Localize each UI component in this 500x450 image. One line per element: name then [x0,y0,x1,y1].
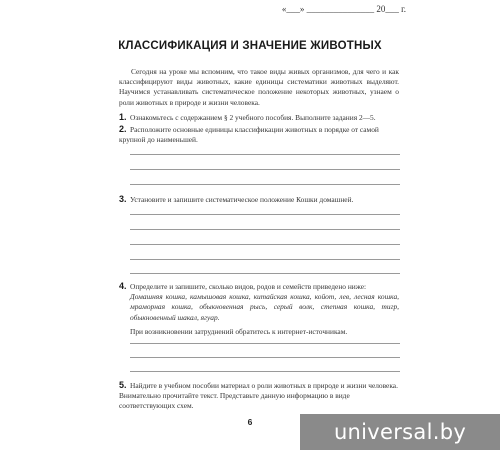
answer-line[interactable] [130,259,400,260]
answer-line[interactable] [130,244,400,245]
answer-line[interactable] [130,273,400,274]
task-4 [119,281,399,337]
intro-paragraph: Сегодня на уроке мы вспомним, что такое виды живых организмов, для чего и как классифицируют виды животных, какие единицы систематики животных выделяют. Научимся устанавливать систематическое положение некоторых животных, узнаем о роли животных в природе и жизни человека. [119,67,399,107]
task-text: Определите и запишите, сколько видов, родов и семейств приведено ниже: [130,282,367,291]
page-number: 6 [247,417,253,427]
task-text: Расположите основные единицы классификации животных в порядке от самой крупной до наименьшей. [119,125,379,145]
answer-line[interactable] [130,214,400,215]
answer-line[interactable] [130,371,400,372]
task-note: При возникновении затруднений обратитесь к интернет-источникам. [130,326,348,336]
watermark: universal.by [300,414,500,450]
task-text: Установите и запишите систематическое положение Кошки домашней. [130,195,354,204]
task-3 [119,194,399,205]
answer-line[interactable] [130,184,400,185]
task-1 [119,112,399,123]
answer-line[interactable] [130,343,400,344]
task-2 [119,124,399,145]
task-number: 4. [119,281,127,291]
task-number: 3. [119,194,127,204]
task-number: 1. [119,112,127,122]
answer-line[interactable] [130,169,400,170]
task-number: 5. [119,380,127,390]
date-line: «___» _______________ 20___ г. [281,4,406,14]
task-text: Ознакомьтесь с содержанием § 2 учебного пособия. Выполните задания 2—5. [130,113,376,122]
answer-line[interactable] [130,229,400,230]
answer-line[interactable] [130,154,400,155]
page-title: КЛАССИФИКАЦИЯ И ЗНАЧЕНИЕ ЖИВОТНЫХ [118,40,382,52]
task-number: 2. [119,124,127,134]
task-5 [119,380,399,412]
species-list: Домашняя кошка, камышовая кошка, китайская кошка, койот, лев, лесная кошка, мраморная кошка, обыкновенная рысь, серый волк, степная кошка, тигр, обыкновенный шакал, ягуар. [130,292,399,322]
answer-line[interactable] [130,357,400,358]
task-text: Найдите в учебном пособии материал о роли животных в природе и жизни человека. Внимательно прочитайте текст. Представьте данную информацию в виде соответствующих схем. [119,381,398,411]
